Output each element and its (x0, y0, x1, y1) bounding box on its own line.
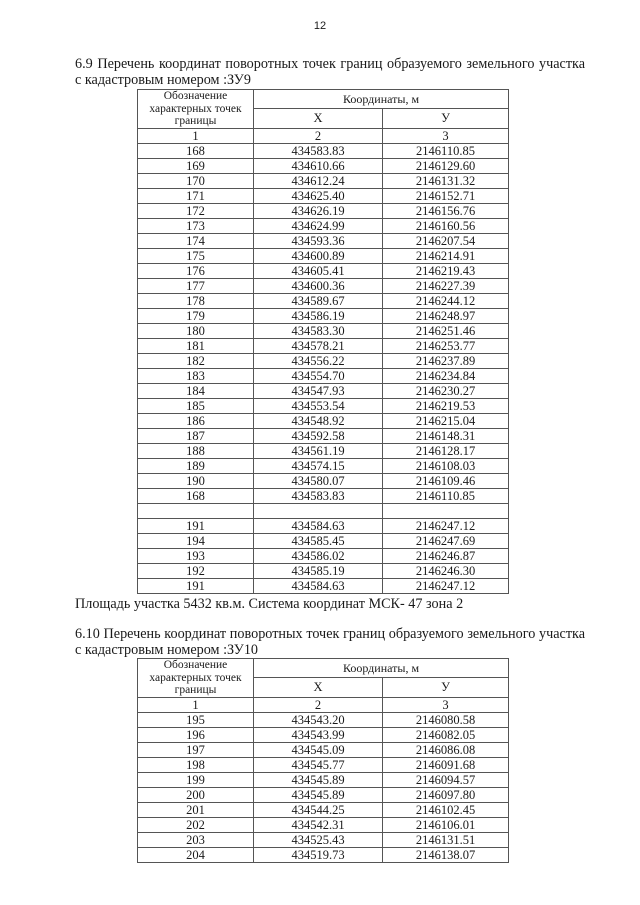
x-coordinate-cell: 434519.73 (254, 847, 383, 862)
header-coordinates: Координаты, м (254, 90, 509, 109)
y-coordinate-cell: 2146230.27 (383, 383, 509, 398)
y-coordinate-cell: 2146207.54 (383, 233, 509, 248)
y-coordinate-cell: 2146102.45 (383, 802, 509, 817)
point-id-cell: 190 (138, 473, 254, 488)
header-y: У (383, 109, 509, 128)
y-coordinate-cell: 2146106.01 (383, 817, 509, 832)
y-coordinate-cell: 2146248.97 (383, 308, 509, 323)
table-row (138, 458, 509, 473)
x-coordinate-cell: 434578.21 (254, 338, 383, 353)
x-coordinate-cell: 434543.20 (254, 712, 383, 727)
x-coordinate-cell: 434547.93 (254, 383, 383, 398)
y-coordinate-cell: 2146129.60 (383, 158, 509, 173)
table-row (138, 742, 509, 757)
point-id-cell: 196 (138, 727, 254, 742)
table-row (138, 548, 509, 563)
table-row (138, 578, 509, 593)
y-coordinate-cell: 2146109.46 (383, 473, 509, 488)
x-coordinate-cell: 434545.89 (254, 772, 383, 787)
y-coordinate-cell: 2146160.56 (383, 218, 509, 233)
y-coordinate-cell: 2146110.85 (383, 488, 509, 503)
column-number-1: 1 (138, 697, 254, 712)
table-row (138, 772, 509, 787)
y-coordinate-cell: 2146247.12 (383, 578, 509, 593)
x-coordinate-cell: 434592.58 (254, 428, 383, 443)
y-coordinate-cell: 2146138.07 (383, 847, 509, 862)
y-coordinate-cell: 2146086.08 (383, 742, 509, 757)
point-id-cell: 203 (138, 832, 254, 847)
point-id-cell: 175 (138, 248, 254, 263)
point-id-cell: 189 (138, 458, 254, 473)
x-coordinate-cell: 434612.24 (254, 173, 383, 188)
table-row (138, 188, 509, 203)
x-coordinate-cell: 434586.19 (254, 308, 383, 323)
x-coordinate-cell: 434553.54 (254, 398, 383, 413)
x-coordinate-cell: 434545.77 (254, 757, 383, 772)
y-coordinate-cell: 2146152.71 (383, 188, 509, 203)
point-id-cell: 195 (138, 712, 254, 727)
table-row (138, 413, 509, 428)
point-id-cell: 170 (138, 173, 254, 188)
y-coordinate-cell: 2146219.53 (383, 398, 509, 413)
point-id-cell: 192 (138, 563, 254, 578)
table-row (138, 443, 509, 458)
table-row (138, 533, 509, 548)
table-row (138, 338, 509, 353)
x-coordinate-cell: 434589.67 (254, 293, 383, 308)
y-coordinate-cell: 2146247.12 (383, 518, 509, 533)
point-id-cell: 187 (138, 428, 254, 443)
table-row (138, 323, 509, 338)
point-id-cell: 194 (138, 533, 254, 548)
table-row (138, 278, 509, 293)
point-id-cell: 204 (138, 847, 254, 862)
header-point-label: Обозначение характерных точек границы (138, 659, 254, 698)
x-coordinate-cell: 434624.99 (254, 218, 383, 233)
x-coordinate-cell: 434556.22 (254, 353, 383, 368)
x-coordinate-cell: 434584.63 (254, 578, 383, 593)
table-row (138, 368, 509, 383)
point-id-cell: 172 (138, 203, 254, 218)
table-row (138, 263, 509, 278)
y-coordinate-cell: 2146097.80 (383, 787, 509, 802)
point-id-cell: 191 (138, 518, 254, 533)
point-id-cell: 178 (138, 293, 254, 308)
area-note: Площадь участка 5432 кв.м. Система координат МСК- 47 зона 2 (75, 596, 464, 612)
y-coordinate-cell: 2146091.68 (383, 757, 509, 772)
x-coordinate-cell: 434543.99 (254, 727, 383, 742)
y-coordinate-cell: 2146128.17 (383, 443, 509, 458)
point-id-cell: 188 (138, 443, 254, 458)
point-id-cell: 183 (138, 368, 254, 383)
point-id-cell: 201 (138, 802, 254, 817)
table-row (138, 847, 509, 862)
x-coordinate-cell: 434542.31 (254, 817, 383, 832)
y-coordinate-cell: 2146237.89 (383, 353, 509, 368)
x-coordinate-cell: 434545.89 (254, 787, 383, 802)
table-body (138, 143, 509, 593)
x-coordinate-cell: 434586.02 (254, 548, 383, 563)
table-row (138, 473, 509, 488)
y-coordinate-cell: 2146246.87 (383, 548, 509, 563)
x-coordinate-cell: 434626.19 (254, 203, 383, 218)
table-row (138, 233, 509, 248)
header-coordinates: Координаты, м (254, 659, 509, 678)
y-coordinate-cell: 2146094.57 (383, 772, 509, 787)
point-id-cell: 174 (138, 233, 254, 248)
y-coordinate-cell: 2146108.03 (383, 458, 509, 473)
table-row (138, 727, 509, 742)
table-row (138, 802, 509, 817)
x-coordinate-cell: 434525.43 (254, 832, 383, 847)
point-id-cell: 181 (138, 338, 254, 353)
coordinates-table-zu10 (137, 658, 509, 863)
table-body (138, 712, 509, 862)
y-coordinate-cell: 2146227.39 (383, 278, 509, 293)
table-row (138, 787, 509, 802)
x-coordinate-cell: 434554.70 (254, 368, 383, 383)
x-coordinate-cell: 434625.40 (254, 188, 383, 203)
x-coordinate-cell: 434593.36 (254, 233, 383, 248)
header-point-label: Обозначение характерных точек границы (138, 90, 254, 129)
table-row (138, 757, 509, 772)
table-row (138, 518, 509, 533)
table-row (138, 817, 509, 832)
table-row (138, 308, 509, 323)
header-x: Х (254, 678, 383, 697)
point-id-cell: 176 (138, 263, 254, 278)
x-coordinate-cell: 434545.09 (254, 742, 383, 757)
y-coordinate-cell: 2146219.43 (383, 263, 509, 278)
y-coordinate-cell: 2146214.91 (383, 248, 509, 263)
x-coordinate-cell: 434584.63 (254, 518, 383, 533)
x-coordinate-cell: 434561.19 (254, 443, 383, 458)
column-number-3: 3 (383, 697, 509, 712)
point-id-cell: 200 (138, 787, 254, 802)
y-coordinate-cell: 2146246.30 (383, 563, 509, 578)
table-row (138, 563, 509, 578)
x-coordinate-cell: 434583.83 (254, 488, 383, 503)
column-number-2: 2 (254, 128, 383, 143)
header-y: У (383, 678, 509, 697)
x-coordinate-cell: 434600.36 (254, 278, 383, 293)
point-id-cell: 199 (138, 772, 254, 787)
y-coordinate-cell: 2146131.51 (383, 832, 509, 847)
point-id-cell: 173 (138, 218, 254, 233)
x-coordinate-cell: 434574.15 (254, 458, 383, 473)
table-row (138, 293, 509, 308)
point-id-cell: 185 (138, 398, 254, 413)
x-coordinate-cell: 434610.66 (254, 158, 383, 173)
y-coordinate-cell: 2146244.12 (383, 293, 509, 308)
x-coordinate-cell: 434548.92 (254, 413, 383, 428)
y-coordinate-cell: 2146110.85 (383, 143, 509, 158)
x-coordinate-cell: 434585.45 (254, 533, 383, 548)
section-6-10-heading: 6.10 Перечень координат поворотных точек границ образуемого земельного участка с кадастровым номером :ЗУ10 (75, 626, 585, 658)
table-row (138, 143, 509, 158)
y-coordinate-cell: 2146251.46 (383, 323, 509, 338)
point-id-cell: 180 (138, 323, 254, 338)
x-coordinate-cell: 434544.25 (254, 802, 383, 817)
y-coordinate-cell: 2146131.32 (383, 173, 509, 188)
table-row (138, 158, 509, 173)
table-row (138, 383, 509, 398)
table-row (138, 218, 509, 233)
x-coordinate-cell: 434583.83 (254, 143, 383, 158)
table-row (138, 712, 509, 727)
point-id-cell: 184 (138, 383, 254, 398)
y-coordinate-cell: 2146080.58 (383, 712, 509, 727)
y-coordinate-cell: 2146148.31 (383, 428, 509, 443)
table-row (138, 203, 509, 218)
table-row (138, 503, 509, 518)
y-coordinate-cell: 2146234.84 (383, 368, 509, 383)
x-coordinate-cell: 434605.41 (254, 263, 383, 278)
header-x: Х (254, 109, 383, 128)
point-id-cell: 197 (138, 742, 254, 757)
table-row (138, 248, 509, 263)
point-id-cell: 177 (138, 278, 254, 293)
x-coordinate-cell: 434600.89 (254, 248, 383, 263)
x-coordinate-cell (254, 503, 383, 518)
point-id-cell: 179 (138, 308, 254, 323)
x-coordinate-cell: 434583.30 (254, 323, 383, 338)
column-number-3: 3 (383, 128, 509, 143)
point-id-cell: 186 (138, 413, 254, 428)
page-number: 12 (313, 20, 327, 32)
x-coordinate-cell: 434585.19 (254, 563, 383, 578)
point-id-cell: 193 (138, 548, 254, 563)
table-row (138, 428, 509, 443)
point-id-cell: 182 (138, 353, 254, 368)
table-row (138, 353, 509, 368)
column-number-2: 2 (254, 697, 383, 712)
point-id-cell: 202 (138, 817, 254, 832)
coordinates-table-zu9 (137, 89, 509, 594)
point-id-cell: 168 (138, 488, 254, 503)
table-row (138, 398, 509, 413)
point-id-cell: 168 (138, 143, 254, 158)
y-coordinate-cell: 2146156.76 (383, 203, 509, 218)
y-coordinate-cell: 2146082.05 (383, 727, 509, 742)
point-id-cell: 198 (138, 757, 254, 772)
point-id-cell: 191 (138, 578, 254, 593)
section-6-9-heading: 6.9 Перечень координат поворотных точек границ образуемого земельного участка с кадастровым номером :ЗУ9 (75, 56, 585, 88)
table-row (138, 488, 509, 503)
point-id-cell: 169 (138, 158, 254, 173)
x-coordinate-cell: 434580.07 (254, 473, 383, 488)
table-row (138, 832, 509, 847)
point-id-cell: 171 (138, 188, 254, 203)
y-coordinate-cell: 2146215.04 (383, 413, 509, 428)
column-number-1: 1 (138, 128, 254, 143)
table-row (138, 173, 509, 188)
y-coordinate-cell: 2146253.77 (383, 338, 509, 353)
point-id-cell (138, 503, 254, 518)
y-coordinate-cell: 2146247.69 (383, 533, 509, 548)
y-coordinate-cell (383, 503, 509, 518)
